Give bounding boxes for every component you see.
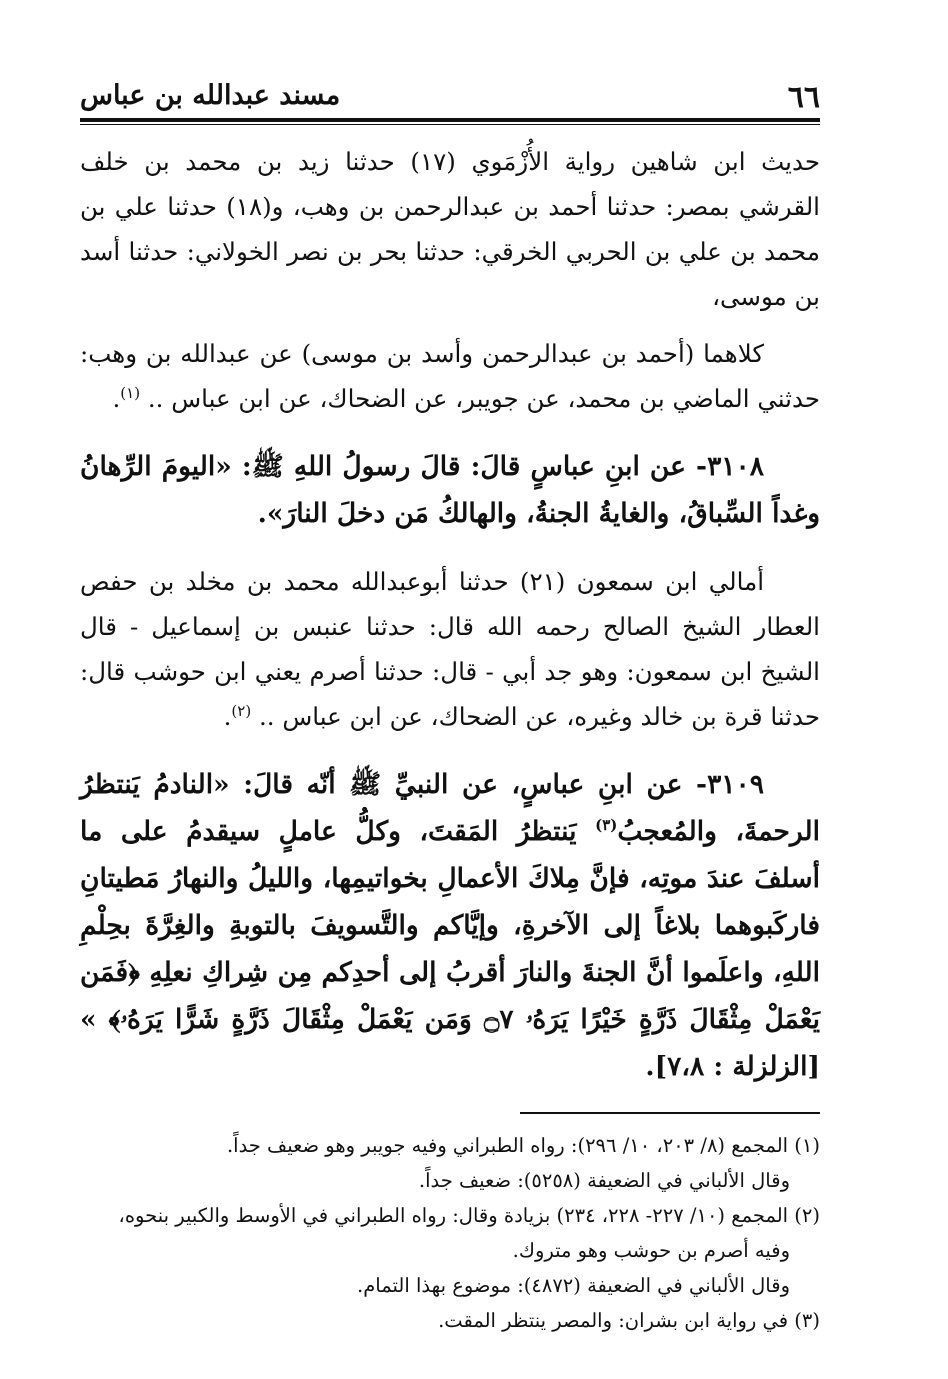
- header-rule: [80, 118, 820, 125]
- page-number: ٦٦: [787, 80, 820, 115]
- hadith-3109: [80, 761, 820, 1090]
- book-page: [80, 78, 820, 1338]
- hadith-3109-part-a: ٣١٠٩- عن ابنِ عباسٍ، عن النبيِّ ﷺ أنّه قالَ: «النادمُ يَنتظرُ الرحمةَ، والمُعجبُ: [80, 769, 820, 847]
- isnad-paragraph-2: كلاهما (أحمد بن عبدالرحمن وأسد بن موسى) عن عبدالله بن وهب: حدثني الماضي بن محمد، عن جويبر، عن الضحاك، عن ابن عباس .. $^{(١)}$.: [80, 339, 820, 413]
- isnad-paragraph-3: أمالي ابن سمعون (٢١) حدثنا أبوعبدالله محمد بن مخلد بن حفص العطار الشيخ الصالح رحمه الله قال: حدثنا عنبس بن إسماعيل - قال الشيخ ابن سمعون: وهو جد أبي - قال: حدثنا أصرم يعني ابن حوشب قال: حدثنا قرة بن خالد وغيره، عن الضحاك، عن ابن عباس .. $^{(٢)}$.: [80, 567, 820, 731]
- footnote-3: (٣) في رواية ابن بشران: والمصر ينتظر المقت.: [438, 1309, 820, 1332]
- isnad-paragraph-3-text: أمالي ابن سمعون (٢١) حدثنا أبوعبدالله محمد بن مخلد بن حفص العطار الشيخ الصالح رحمه الله قال: حدثنا عنبس بن إسماعيل - قال الشيخ ابن سمعون: وهو جد أبي - قال: حدثنا أصرم يعني ابن حوشب قال: حدثنا قرة بن خالد وغيره، عن الضحاك، عن ابن عباس ..: [80, 567, 820, 731]
- footnote-1: (١) المجمع (٨/ ٢٠٣، ١٠/ ٢٩٦): رواه الطبراني وفيه جويبر وهو ضعيف جداً.: [226, 1134, 820, 1157]
- footnotes: [80, 1128, 820, 1338]
- hadith-3108: ٣١٠٨- عن ابنِ عباسٍ قالَ: قالَ رسولُ اللهِ ﷺ: «اليومَ الرِّهانُ وغداً السِّباقُ، والغايةُ الجنةُ، والهالكُ مَن دخلَ النارَ».: [80, 451, 820, 529]
- footnote-2-continued-1: وفيه أصرم بن حوشب وهو متروك.: [512, 1239, 790, 1262]
- running-title: مسند عبدالله بن عباس: [80, 80, 341, 111]
- footnote-ref-3: (٣): [595, 816, 618, 835]
- isnad-paragraph-1: حديث ابن شاهين رواية الأُزْمَوي (١٧) حدثنا زيد بن محمد بن خلف القرشي بمصر: حدثنا أحمد بن عبدالرحمن بن وهب، و(١٨) حدثنا علي بن محمد بن علي بن الحربي الخرقي: حدثنا بحر بن نصر الخولاني: حدثنا أسد بن موسى،: [80, 147, 821, 311]
- page-header: [80, 78, 820, 118]
- footnote-2: (٢) المجمع (١٠/ ٢٢٧- ٢٢٨، ٢٣٤) بزيادة وقال: رواه الطبراني في الأوسط والكبير بنحوه،: [118, 1204, 820, 1227]
- footnote-2-continued-2: وقال الألباني في الضعيفة (٤٨٧٢): موضوع بهذا التمام.: [357, 1274, 790, 1297]
- footnote-separator: [520, 1112, 820, 1114]
- footnote-ref-1: (١): [120, 383, 141, 402]
- isnad-paragraph-2-text: كلاهما (أحمد بن عبدالرحمن وأسد بن موسى) عن عبدالله بن وهب: حدثني الماضي بن محمد، عن جويبر، عن الضحاك، عن ابن عباس ..: [80, 339, 820, 413]
- footnote-ref-2: (٢): [231, 701, 252, 720]
- hadith-3109-part-b: يَنتظرُ المَقتَ، وكلُّ عاملٍ سيقدمُ على ما أسلفَ عندَ موتِه، فإنَّ مِلاكَ الأعمالِ بخواتيمِها، والليلُ والنهارُ مَطيتانِ فاركَبوهما بلاغاً إلى الآخرةِ، وإيَّاكم والتَّسويفَ بالتوبةِ والغِرَّةَ بحِلْمِ اللهِ، واعلَموا أنَّ الجنةَ والنارَ أقربُ إلى أحدِكم مِن شِراكِ نعلِهِ ﴿فَمَن يَعْمَلْ مِثْقَالَ ذَرَّةٍ خَيْرًا يَرَهُۥ ۝٧ وَمَن يَعْمَلْ مِثْقَالَ ذَرَّةٍ شَرًّا يَرَهُۥ﴾ » [الزلزلة : ٧،٨].: [80, 816, 821, 1082]
- footnote-1-continued: وقال الألباني في الضعيفة (٥٢٥٨): ضعيف جداً.: [418, 1169, 790, 1192]
